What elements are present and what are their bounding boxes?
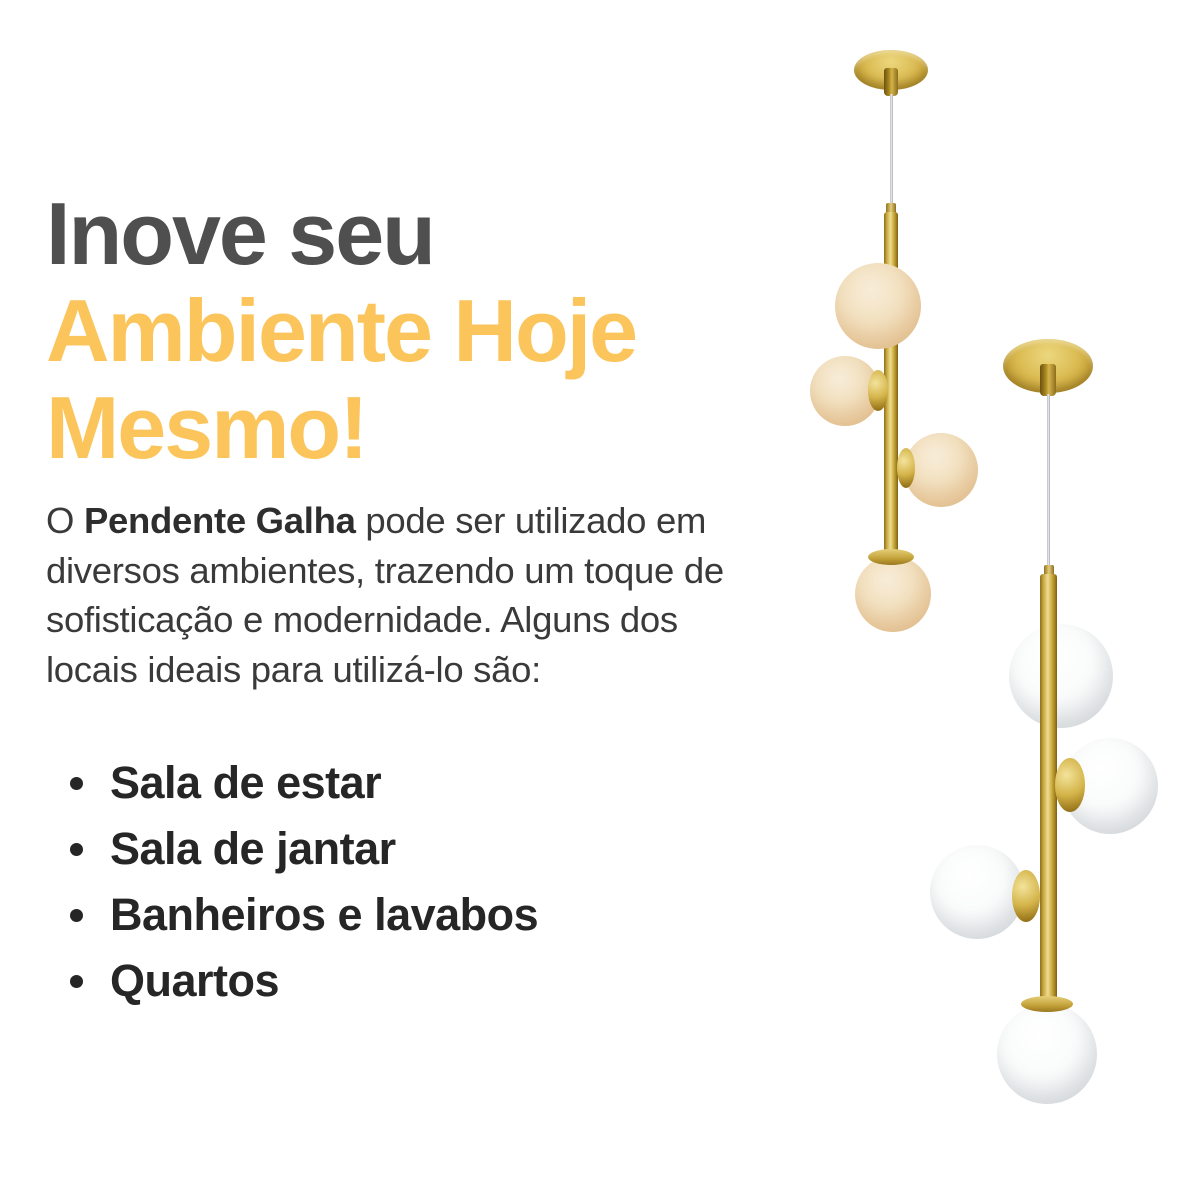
lamp-warm-cable <box>890 94 893 206</box>
lamp-white-globe-bottom <box>997 1004 1097 1104</box>
bullet-icon <box>70 909 83 922</box>
intro-prefix: O <box>46 500 84 541</box>
intro-line-3: sofisticação e modernidade. Alguns dos <box>46 599 678 640</box>
lamp-warm-globe-top <box>835 263 921 349</box>
lamp-white-globe-top <box>1009 624 1113 728</box>
list-item-sala-de-estar <box>46 750 538 816</box>
lamp-warm-cable-gland <box>884 68 898 96</box>
intro-line-4: locais ideais para utilizá-lo são: <box>46 648 541 690</box>
list-item-label: Sala de jantar <box>110 823 396 874</box>
lamp-white-cable <box>1047 394 1050 568</box>
headline-line-2: Ambiente Hoje <box>46 281 637 380</box>
headline-line-3: Mesmo! <box>46 378 367 477</box>
list-item-label: Banheiros e lavabos <box>110 889 539 940</box>
product-name: Pendente Galha <box>83 500 356 541</box>
intro-line-1-rest: pode ser utilizado em <box>355 500 707 541</box>
lamp-white-globe-left <box>930 845 1024 939</box>
list-item-label: Sala de estar <box>110 757 382 808</box>
headline-line-1: Inove seu <box>46 184 434 283</box>
lamp-warm-bottom-cap <box>868 549 914 565</box>
list-item-quartos <box>46 948 538 1014</box>
intro-line-2: diversos ambientes, trazendo um toque de <box>46 549 724 591</box>
page-title <box>46 185 636 476</box>
list-item-label: Quartos <box>110 955 280 1006</box>
bullet-icon <box>70 975 83 988</box>
lamp-warm-globe-bottom <box>855 556 931 632</box>
list-item-sala-de-jantar <box>46 816 538 882</box>
locations-list <box>46 750 538 1014</box>
lamp-warm-globe-right <box>904 433 978 507</box>
bullet-icon <box>70 777 83 790</box>
lamp-white-bottom-cap <box>1021 996 1073 1012</box>
lamp-warm-connector-right <box>897 448 915 488</box>
lamp-warm-connector-left <box>868 370 888 411</box>
bullet-icon <box>70 843 83 856</box>
lamp-white-cable-gland <box>1040 364 1056 396</box>
list-item-banheiros-e-lavabos <box>46 882 538 948</box>
lamp-white-connector-right <box>1055 758 1085 812</box>
lamp-white-connector-left <box>1012 870 1040 922</box>
intro-paragraph <box>46 496 806 694</box>
intro-line-1 <box>46 496 806 546</box>
